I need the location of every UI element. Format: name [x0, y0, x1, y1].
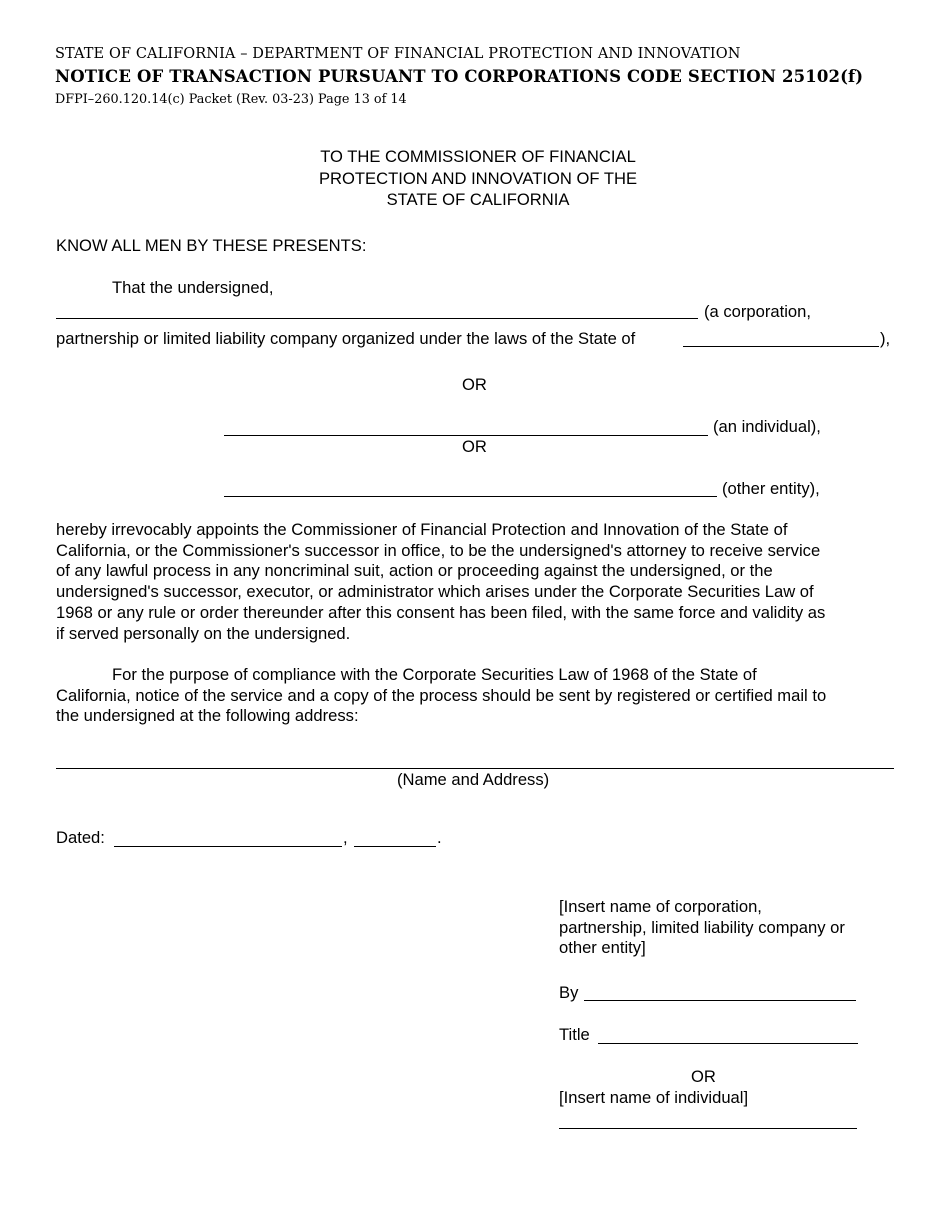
entity-name-field[interactable] — [56, 318, 698, 319]
paragraph-line: California, or the Commissioner's successor in office, to be the undersigned's attorney to receive service — [56, 540, 821, 560]
or-separator: OR — [691, 1067, 716, 1086]
addressee-line: STATE OF CALIFORNIA — [386, 190, 570, 209]
paragraph-line: For the purpose of compliance with the Corporate Securities Law of 1968 of the State of — [112, 665, 757, 684]
individual-name-instruction: [Insert name of individual] — [559, 1088, 749, 1107]
title-label: Title — [559, 1025, 590, 1044]
an-individual-text: (an individual), — [713, 417, 821, 436]
addressee-block — [0, 146, 950, 211]
paragraph-line: 1968 or any rule or order thereunder after this consent has been filed, with the same force and validity as — [56, 602, 826, 622]
by-label: By — [559, 983, 579, 1002]
other-entity-text: (other entity), — [722, 479, 820, 498]
dated-label: Dated: — [56, 828, 105, 847]
a-corporation-text: (a corporation, — [704, 302, 811, 321]
paragraph-line: of any lawful process in any noncriminal suit, action or proceeding against the undersigned, or the — [56, 561, 773, 581]
paragraph-line: California, notice of the service and a copy of the process should be sent by registered or certified mail to — [56, 685, 827, 705]
instruction-line: other entity] — [559, 938, 646, 958]
purpose-paragraph — [56, 665, 894, 727]
appointment-paragraph — [56, 520, 894, 644]
paragraph-line: the undersigned at the following address: — [56, 706, 359, 726]
state-of-organization-field[interactable] — [683, 346, 879, 347]
form-title: NOTICE OF TRANSACTION PURSUANT TO CORPORATIONS CODE SECTION 25102(f) — [55, 67, 864, 86]
addressee-line: PROTECTION AND INNOVATION OF THE — [318, 168, 638, 188]
other-entity-name-field[interactable] — [224, 496, 717, 497]
addressee-line: TO THE COMMISSIONER OF FINANCIAL — [320, 147, 636, 166]
know-all-heading: KNOW ALL MEN BY THESE PRESENTS: — [56, 236, 367, 255]
agency-heading: STATE OF CALIFORNIA – DEPARTMENT OF FINANCIAL PROTECTION AND INNOVATION — [55, 46, 741, 62]
year-field[interactable] — [354, 846, 436, 847]
name-address-caption: (Name and Address) — [397, 770, 550, 789]
individual-signature-field[interactable] — [559, 1128, 857, 1129]
signer-title-field[interactable] — [598, 1043, 858, 1044]
or-separator: OR — [462, 437, 487, 456]
entity-name-instruction — [559, 897, 879, 959]
form-id: DFPI–260.120.14(c) Packet (Rev. 03-23) Page 13 of 14 — [55, 92, 407, 107]
or-separator: OR — [462, 375, 487, 394]
instruction-line: partnership, limited liability company or — [559, 917, 845, 937]
paragraph-line: if served personally on the undersigned. — [56, 623, 351, 643]
signature-by-field[interactable] — [584, 1000, 856, 1001]
date-comma: , — [343, 828, 348, 847]
date-field[interactable] — [114, 846, 342, 847]
date-period: . — [437, 828, 442, 847]
that-undersigned-text: That the undersigned, — [112, 278, 274, 297]
paragraph-line: hereby irrevocably appoints the Commissioner of Financial Protection and Innovation of the State of — [56, 520, 788, 539]
instruction-line: [Insert name of corporation, — [559, 897, 762, 916]
organized-under-text: partnership or limited liability company organized under the laws of the State of — [56, 329, 636, 348]
paragraph-line: undersigned's successor, executor, or administrator which arises under the Corporate Securities Law of — [56, 582, 814, 602]
closing-paren: ), — [880, 329, 891, 348]
